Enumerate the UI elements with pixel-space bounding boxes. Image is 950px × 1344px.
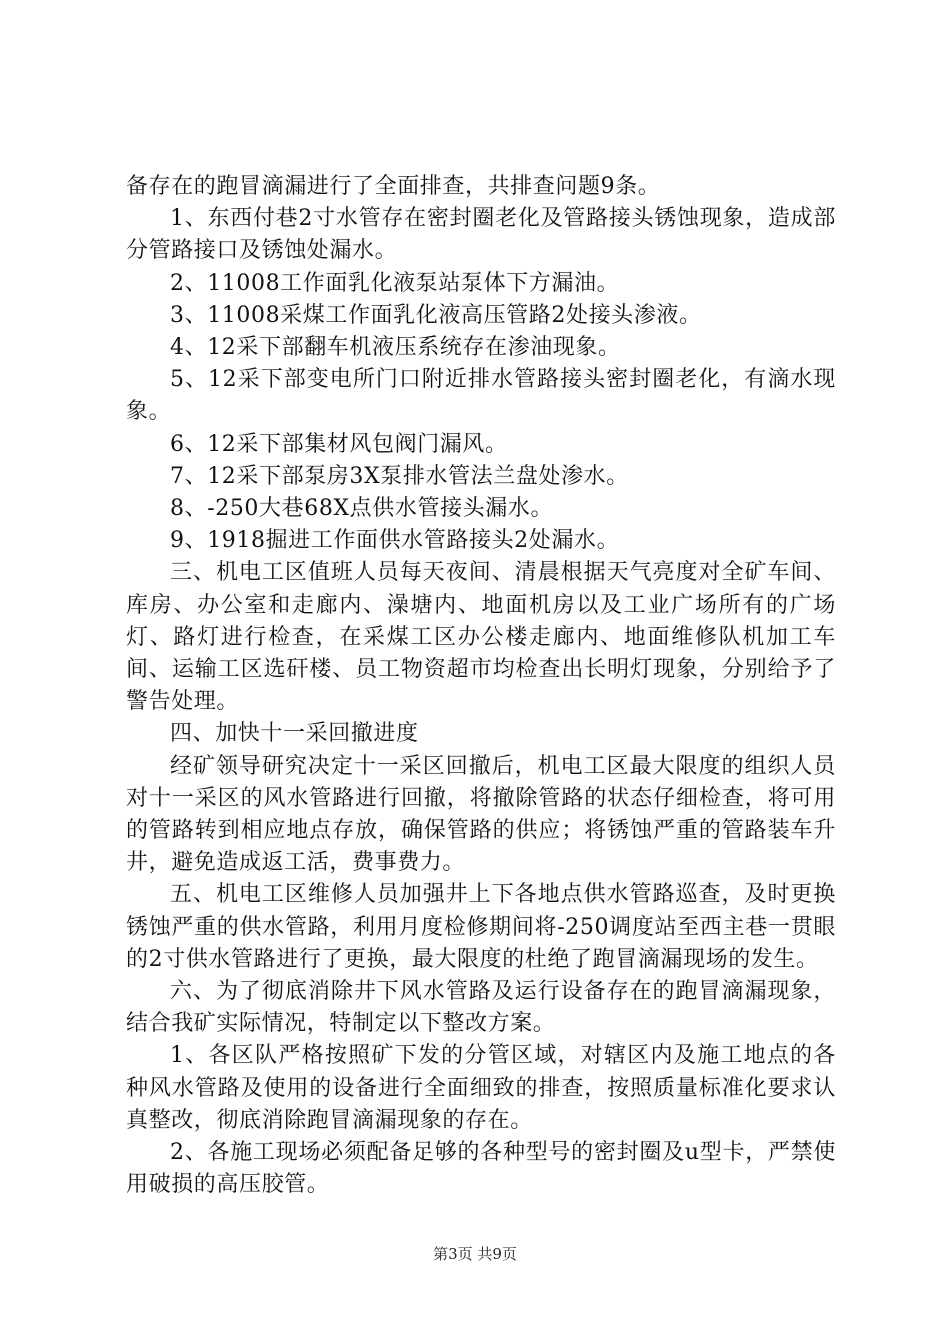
paragraph-continuation: 备存在的跑冒滴漏进行了全面排查，共排查问题9条。 [126, 174, 661, 199]
paragraph-section-6: 六、为了彻底消除井下风水管路及运行设备存在的跑冒滴漏现象，结合我矿实际情况，特制定以下整改方案。 [126, 979, 836, 1037]
paragraph-item-8: 8、-250大巷68X点供水管接头漏水。 [170, 496, 554, 522]
paragraph-section-3: 三、机电工区值班人员每天夜间、清晨根据天气亮度对全矿车间、库房、办公室和走廊内、澡塘内、地面机房以及工业广场所有的广场灯、路灯进行检查，在采煤工区办公楼走廊内、地面维修队机加工车间、运输工区选矸楼、员工物资超市均检查出长明灯现象，分别给予了警告处理。 [126, 560, 836, 715]
paragraph-item-1: 1、东西付巷2寸水管存在密封圈老化及管路接头锈蚀现象，造成部分管路接口及锈蚀处漏水。 [126, 206, 836, 264]
paragraph-item-7: 7、12采下部泵房3X泵排水管法兰盘处渗水。 [170, 463, 629, 489]
document-body [126, 171, 836, 1202]
paragraph-item-5: 5、12采下部变电所门口附近排水管路接头密封圈老化，有滴水现象。 [126, 367, 836, 425]
paragraph-item-9: 9、1918掘进工作面供水管路接头2处漏水。 [170, 528, 620, 554]
paragraph-item-2: 2、11008工作面乳化液泵站泵体下方漏油。 [170, 270, 620, 296]
paragraph-item-3: 3、11008采煤工作面乳化液高压管路2处接头渗液。 [170, 302, 702, 328]
paragraph-section-5: 五、机电工区维修人员加强井上下各地点供水管路巡查，及时更换锈蚀严重的供水管路，利用月度检修期间将-250调度站至西主巷一贯眼的2寸供水管路进行了更换，最大限度的杜绝了跑冒滴漏现场的发生。 [126, 882, 836, 972]
page-number-footer: 第3页 共9页 [433, 1245, 517, 1263]
paragraph-item-6: 6、12采下部集材风包阀门漏风。 [170, 431, 508, 457]
paragraph-section-4-heading: 四、加快十一采回撤进度 [170, 721, 419, 747]
paragraph-plan-item-2: 2、各施工现场必须配备足够的各种型号的密封圈及u型卡，严禁使用破损的高压胶管。 [126, 1140, 836, 1198]
paragraph-section-4-body: 经矿领导研究决定十一采区回撤后，机电工区最大限度的组织人员对十一采区的风水管路进行回撤，将撤除管路的状态仔细检查，将可用的管路转到相应地点存放，确保管路的供应；将锈蚀严重的管路装车升井，避免造成返工活，费事费力。 [126, 753, 836, 876]
paragraph-item-4: 4、12采下部翻车机液压系统存在渗油现象。 [170, 335, 621, 361]
paragraph-plan-item-1: 1、各区队严格按照矿下发的分管区域，对辖区内及施工地点的各种风水管路及使用的设备进行全面细致的排查，按照质量标准化要求认真整改，彻底消除跑冒滴漏现象的存在。 [126, 1043, 836, 1133]
